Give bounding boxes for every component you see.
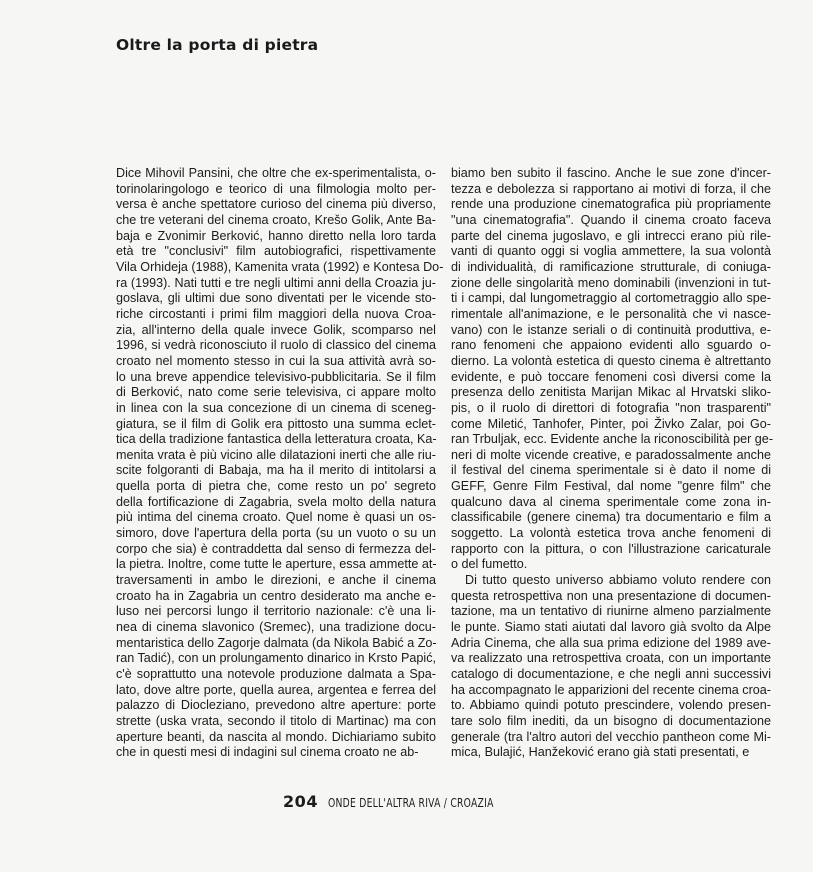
text-line: traversamenti in ambo le direzioni, e anche il cinema	[116, 573, 436, 588]
text-line: le punte. Siamo stati aiutati dal lavoro già svolto da Alpe	[451, 620, 771, 635]
text-line: rapporto con la pittura, o con l'illustrazione caricaturale	[451, 541, 771, 556]
page-title: Oltre la porta di pietra	[116, 36, 319, 54]
page-number: 204	[283, 792, 318, 811]
text-line: di Berković, nato come serie televisiva, ci appare molto	[116, 385, 436, 400]
text-line: rimentale all'animazione, e le personalità che vi nasce-	[451, 306, 771, 321]
text-line: quella porta di pietra che, come resto un po' segreto	[116, 479, 436, 494]
text-line: Vila Orhideja (1988), Kamenita vrata (1992) e Kontesa Do-	[116, 259, 444, 274]
text-line: riche circostanti i primi film maggiori della nuova Croa-	[116, 306, 436, 321]
text-line: in linea con la sua concezione di un cinema di sceneg-	[116, 400, 436, 415]
text-line: goslava, gli ultimi due sono diventati per le vicende sto-	[116, 291, 436, 306]
text-line: la pietra. Inoltre, come tutte le aperture, essa ammette at-	[116, 557, 437, 572]
text-line: classificabile (genere cinema) tra documentario e film a	[451, 510, 771, 525]
text-line: simoro, dove l'apertura della porta (su un vuoto o su un	[116, 526, 436, 541]
text-line: giatura, se il film di Golik era pittosto una summa eclet-	[116, 416, 436, 431]
text-line: mentaristica dello Zagorje dalmata (da Nikola Babić a Zo-	[116, 635, 437, 650]
text-line: generale (tra l'altro autori del vecchio pantheon come Mi-	[451, 729, 771, 744]
text-line: nea di cinema slavonico (Sremec), una tradizione docu-	[116, 620, 436, 635]
text-line: qualcuno dava al cinema sperimentale come zona in-	[451, 494, 771, 509]
text-line: come Miletić, Tanhofer, Pinter, poi Živko Zalar, poi Go-	[451, 416, 771, 431]
text-line: mica, Bulajić, Hanžeković erano già stati presentati, e	[451, 745, 750, 760]
text-line: vanti di quanto oggi si voglia ammettere, la sua volontà	[451, 244, 771, 259]
text-line: ti i campi, dal lungometraggio al cortometraggio allo spe-	[451, 291, 771, 306]
text-line: lato, dove altre porte, quella aurea, argentea e ferrea del	[116, 682, 436, 697]
text-line: rano fenomeni che appaiono evidenti allo sguardo o-	[451, 338, 771, 353]
text-line: ra (1993). Nati tutti e tre negli ultimi anni della Croazia ju-	[116, 275, 436, 290]
text-line: zione delle singolarità meno dominabili (invenzioni in tut-	[451, 275, 771, 290]
text-line: to. Abbiamo quindi potuto prescindere, volendo presen-	[451, 698, 771, 713]
text-line: GEFF, Genre Film Festival, dal nome "genre film" che	[451, 479, 771, 494]
text-line: biamo ben subito il fascino. Anche le sue zone d'incer-	[451, 166, 771, 180]
text-line: croato nel momento stesso in cui la sua attività avrà so-	[116, 353, 436, 368]
text-line: il festival del cinema sperimentale si è dato il nome di	[451, 463, 771, 478]
text-line: parte del cinema jugoslavo, e gli intrecci erano più rile-	[451, 228, 771, 243]
running-title: ONDE DELL'ALTRA RIVA / CROAZIA	[327, 795, 494, 810]
text-line: va realizzato una retrospettiva croata, con un importante	[451, 651, 771, 666]
text-line: menita vrata è più vicino alle dilatazioni inerti che alle riu-	[116, 447, 436, 462]
text-line: Di tutto questo universo abbiamo voluto rendere con	[465, 573, 771, 588]
text-line: vano) con le istanze seriali o di continuità produttiva, e-	[451, 322, 771, 337]
page-footer	[0, 792, 813, 811]
text-line: tica della tradizione fantastica della letteratura croata, Ka-	[116, 432, 437, 447]
text-line: scite folgoranti di Babaja, ma ha il merito di intitolarsi a	[116, 463, 436, 478]
text-line: che tre veterani del cinema croato, Krešo Golik, Ante Ba-	[116, 212, 436, 227]
text-line: presenza dello zenitista Marijan Mikac al Hrvatski sliko-	[451, 385, 771, 400]
text-line: zia, all'interno della quale invece Golik, scomparso nel	[116, 322, 436, 337]
text-line: dierno. La volontà estetica di questo cinema è altrettanto	[451, 353, 771, 368]
text-line: Dice Mihovil Pansini, che oltre che ex-sperimentalista, o-	[116, 166, 436, 180]
text-line: più intima del cinema croato. Quel nome è quasi un os-	[116, 510, 436, 525]
text-line: strette (uska vrata, secondo il titolo di Martinac) ma con	[116, 713, 436, 728]
text-line: tare solo film inediti, da un bisogno di documentazione	[451, 713, 771, 728]
text-line: "una cinematografia". Quando il cinema croato faceva	[451, 212, 771, 227]
text-line: tezza e debolezza si rapportano ai motivi di forza, il che	[451, 181, 771, 196]
text-line: luso nei percorsi lungo il territorio nazionale: c'è una li-	[116, 604, 436, 619]
text-line: pis, o il ruolo di direttori di fotografia "non trasparenti"	[451, 400, 771, 415]
text-line: catalogo di documentazione, e che negli anni successivi	[451, 667, 771, 681]
text-line: o del fumetto.	[451, 557, 528, 572]
text-line: tazione, ma un tentativo di riunirne almeno parzialmente	[451, 604, 771, 619]
text-line: Adria Cinema, che alla sua prima edizione del 1989 ave-	[451, 635, 771, 650]
text-line: età tre "conclusivi" film autobiografici, rispettivamente	[116, 244, 436, 259]
text-line: c'è soprattutto una notevole produzione dalmata a Spa-	[116, 667, 436, 681]
text-line: aperture beanti, da nascita al mondo. Dichiariamo subito	[116, 729, 436, 744]
text-line: versa è anche spettatore curioso del cinema più diverso,	[116, 197, 436, 212]
text-column-right	[451, 166, 774, 761]
text-line: ran Trbuljak, ecc. Evidente anche la riconoscibilità per ge-	[451, 432, 774, 447]
text-line: baja e Zvonimir Berković, hanno diretto nella loro tarda	[116, 228, 436, 243]
text-line: di individualità, di ramificazione strutturale, di coniuga-	[451, 259, 771, 274]
text-line: palazzo di Diocleziano, prevedono altre aperture: porte	[116, 698, 436, 713]
text-line: 1996, si vedrà riconosciuto il ruolo di classico del cinema	[116, 338, 436, 353]
text-line: che in questi mesi di indagini sul cinema croato ne ab-	[116, 745, 419, 760]
text-line: torinolaringologo e teorico di una filmologia molto per-	[116, 181, 436, 196]
text-line: della fortificazione di Zagabria, svela molto della natura	[116, 494, 436, 509]
text-line: soggetto. La volontà estetica trova anche fenomeni di	[451, 526, 771, 541]
text-line: neri di molte vicende creative, e paradossalmente anche	[451, 447, 771, 462]
text-line: ha accompagnato le apparizioni del recente cinema croa-	[451, 682, 771, 697]
text-line: evidente, e può toccare fenomeni così diversi come la	[451, 369, 771, 384]
text-line: rende una produzione cinematografica più propriamente	[451, 197, 771, 212]
text-line: ran Tadić), con un prolungamento dinarico in Krsto Papić,	[116, 651, 436, 666]
text-line: lo una breve appendice televisivo-pubblicitaria. Se il film	[116, 369, 436, 384]
text-line: questa retrospettiva non una presentazione di documen-	[451, 588, 771, 603]
text-line: corpo che sia) è contraddetta dal senso di fermezza del-	[116, 541, 436, 556]
text-line: croato ha in Zagabria un centro desiderato ma anche e-	[116, 588, 436, 603]
text-column-left	[116, 166, 444, 761]
